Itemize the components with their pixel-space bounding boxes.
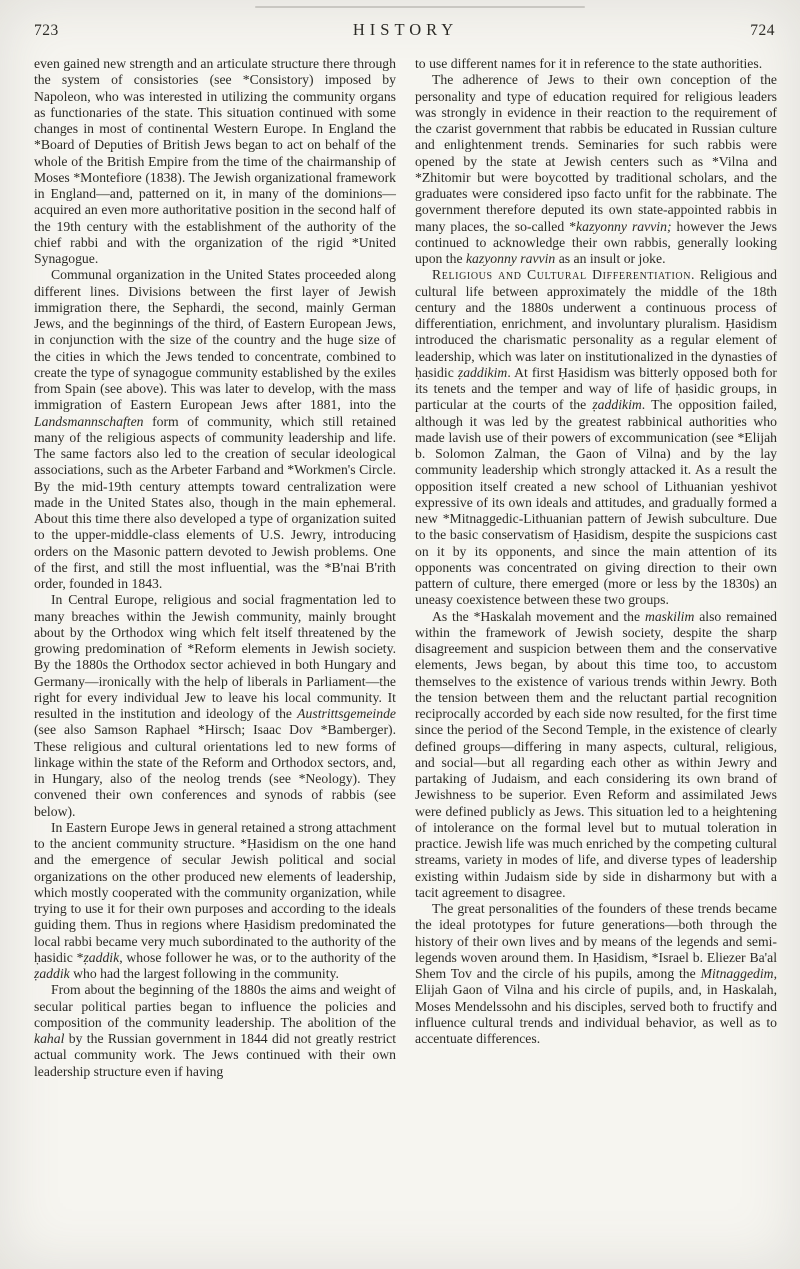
italic-text-run: kazyonny ravvin (465, 251, 556, 266)
text-run: also remained within the framework of Jewish society, despite the sharp disagreement and suspicion between them and the conservative elements, Jews began, by about this time too, to accustom themselves to the existence of various trends within Jewry. Both the tension between them and the reluctant partial recognition reciprocally accorded by each side now resulted, for the first time since the period of the Second Temple, in the existence of clearly defined groups—differing in many aspects, cultural, religious, and social—but all regarding each other as within Jewry and partaking of Judaism, and each considering its own brand of Jewishness to be superior. Even Reform and assimilated Jews were defined publicly as Jews. This situation led to a heightening of intolerance on the formal level but to mutual toleration in practice. Jewish life was much enriched by the competing cultural streams, variety in modes of life, and diverse types of leadership existing within Judaism side by side in disharmony but with a tacit agreement to disagree. (415, 608, 777, 900)
paragraph (34, 820, 396, 983)
italic-text-run: ẓaddikim (592, 397, 642, 413)
smallcaps-text-run: Religious and Cultural Differentiation. (432, 267, 696, 283)
paragraph (34, 592, 396, 820)
paragraph (415, 901, 777, 1047)
paragraph (415, 609, 777, 902)
italic-text-run: Landsmannschaften (34, 413, 144, 429)
text-run: , whose follower he was, or to the authority of the (119, 949, 397, 965)
italic-text-run: ẓaddik (83, 949, 120, 965)
italic-text-run: Mitnaggedim (700, 966, 774, 981)
text-run: to use different names for it in reference to the state authorities. (415, 56, 763, 71)
right-column (415, 56, 777, 1080)
page-number-left: 723 (34, 22, 59, 39)
italic-text-run: kazyonny ravvin; (576, 218, 672, 234)
paragraph (34, 267, 396, 592)
text-run: As the *Haskalah movement and the (432, 608, 645, 624)
text-run: (see also Samson Raphael *Hirsch; Isaac Dov *Bamberger). These religious and cultural orientations led to new forms of linkage within the state of the Reform and Orthodox sectors, and, in Hungary, also of the neolog trends (see *Neology). They convened their own conferences and synods of rabbis (see below). (34, 722, 396, 819)
text-run: In Central Europe, religious and social fragmentation led to many breaches within the Jewish community, mainly brought about by the Orthodox wing which felt itself threatened by the growing predomination of *Reform elements in Jewish society. By the 1880s the Orthodox sector achieved in both Hungary and Germany—ironically with the help of liberals in Parliament—the right for every individual Jew to leave his local community. It resulted in the institution and ideology of the (34, 592, 396, 721)
left-column (34, 56, 396, 1080)
italic-text-run: ẓaddikim (457, 364, 508, 380)
text-run: however the Jews continued to acknowledge their own rabbis, generally looking upon the (415, 218, 778, 266)
text-run: . The opposition failed, although it was led by the greatest rabbinical authorities who made lavish use of their powers of excommunication (see *Elijah b. Solomon Zalman, the Gaon of Vilna) and by the lay community leadership which strongly attacked it. As a result the opposition itself created a new school of Lithuanian yeshivot expressive of its own ideals and attitudes, and gradually formed a new *Mitnaggedic-Lithuanian pattern of Jewish subculture. Due to the basic conservatism of Ḥasidism, despite the suspicions cast on it by its opponents, and since the main attention of its opponents was concentrated on giving direction to their own pattern of culture, there emerged (more or less by the 1830s) an uneasy coexistence between these two groups. (415, 397, 777, 608)
italic-text-run: ẓaddik (34, 966, 70, 981)
text-run: even gained new strength and an articulate structure there through the system of consistories (see *Consistory) imposed by Napoleon, who was interested in utilizing the community organs as functionaries of the state. This situation continued with some changes in most of continental Western Europe. In England the *Board of Deputies of British Jews began to act on behalf of the whole of the British Empire from the time of the chairmanship of Moses *Montefiore (1838). The Jewish organizational framework in England—and, patterned on it, in many of the dominions—acquired an even more authoritative position in the second half of the 19th century with the establishment of the authority of the chief rabbi and with the organization of the rigid *United Synagogue. (34, 56, 396, 266)
italic-text-run: Austrittsgemeinde (297, 706, 396, 721)
text-run: The adherence of Jews to their own conception of the personality and type of education required for religious leaders was strongly in evidence in their reaction to the requirement of the czarist government that rabbis be educated in Russian culture and enlightenment trends. Seminaries for such rabbis were opened by the state at Jewish centers such as *Vilna and *Zhitomir but were boycotted by traditional scholars, and the graduates were considered ipso facto unfit for the rabbinate. The government therefore deputed its own state-appointed rabbis in many places, the so-called * (415, 72, 777, 234)
paragraph-continuation (34, 56, 396, 267)
italic-text-run: maskilim (644, 608, 695, 624)
text-run: who had the largest following in the community. (69, 966, 339, 981)
paragraph-section-heading (415, 267, 777, 608)
running-header (34, 18, 777, 42)
text-run: . At first Ḥasidism was bitterly opposed both for its tenets and the temper and way of life of ḥasidic groups, in particular at the courts of the (415, 364, 777, 413)
page-number-right: 724 (750, 22, 775, 39)
text-columns (34, 56, 777, 1080)
text-run: In Eastern Europe Jews in general retained a strong attachment to the ancient community structure. *Ḥasidism on the one hand and the emergence of secular Jewish political and social organizations on the other produced new elements of leadership, which mostly cooperated with the community organization, while trying to use it for their own purposes and according to the ideals guiding them. Thus in regions where Ḥasidism predominated the local rabbi became very much subordinated to the authority of the ḥasidic * (34, 819, 396, 965)
text-run: The great personalities of the founders of these trends became the ideal prototypes for future generations—both through the history of their own lives and by means of the legends and semi-legends woven around them. In Ḥasidism, *Israel b. Eliezer Ba'al Shem Tov and the circle of his pupils, among the (415, 901, 777, 981)
paragraph-continuation (415, 56, 777, 72)
text-run: Religious and cultural life between approximately the middle of the 18th century and the 1880s underwent a continuous process of differentiation, enrichment, and involuntary pluralism. Ḥasidism introduced the charismatic personality as a regular element of leadership, which was later on institutionalized in the dynasties of ḥasidic (415, 267, 777, 380)
page-title: HISTORY (352, 20, 459, 39)
text-run: , Elijah Gaon of Vilna and his circle of pupils, and, in Haskalah, Moses Mendelssohn and his disciples, served both to fructify and influence cultural trends and individual behavior, as well as to accentuate differences. (415, 966, 777, 1046)
text-run: Communal organization in the United States proceeded along different lines. Divisions between the first layer of Jewish immigration there, the Sephardi, the second, mainly German Jews, and the beginnings of the third, of Eastern European Jews, in conjunction with the size of the country and the huge size of the cities in which the Jews tended to concentrate, combined to create the type of synagogue community established by the exiles from Spain (see above). This was later to develop, with the mass immigration of Eastern European Jews after 1881, into the (34, 267, 396, 413)
text-run: as an insult or joke. (555, 251, 666, 266)
paragraph (415, 72, 777, 267)
paragraph (34, 982, 396, 1080)
text-run: by the Russian government in 1844 did not greatly restrict actual community work. The Jews continued with their own leadership structure even if having (34, 1031, 396, 1079)
text-run: form of community, which still retained many of the religious aspects of community leadership and life. The same factors also led to the creation of secular ideological associations, such as the Arbeter Farband and *Workmen's Circle. By the mid-19th century attempts toward centralization were made in the United States also, though in the main ephemeral. About this time there also developed a type of organization suited to the upper-middle-class elements of U.S. Jewry, introducing orders on the Masonic pattern devoted to Jewish problems. One of the first, and still the most influential, was the *B'nai B'rith order, founded in 1843. (34, 413, 396, 591)
italic-text-run: kahal (34, 1031, 65, 1046)
text-run: From about the beginning of the 1880s the aims and weight of secular political parties began to influence the policies and composition of the community leadership. The abolition of the (34, 982, 396, 1030)
